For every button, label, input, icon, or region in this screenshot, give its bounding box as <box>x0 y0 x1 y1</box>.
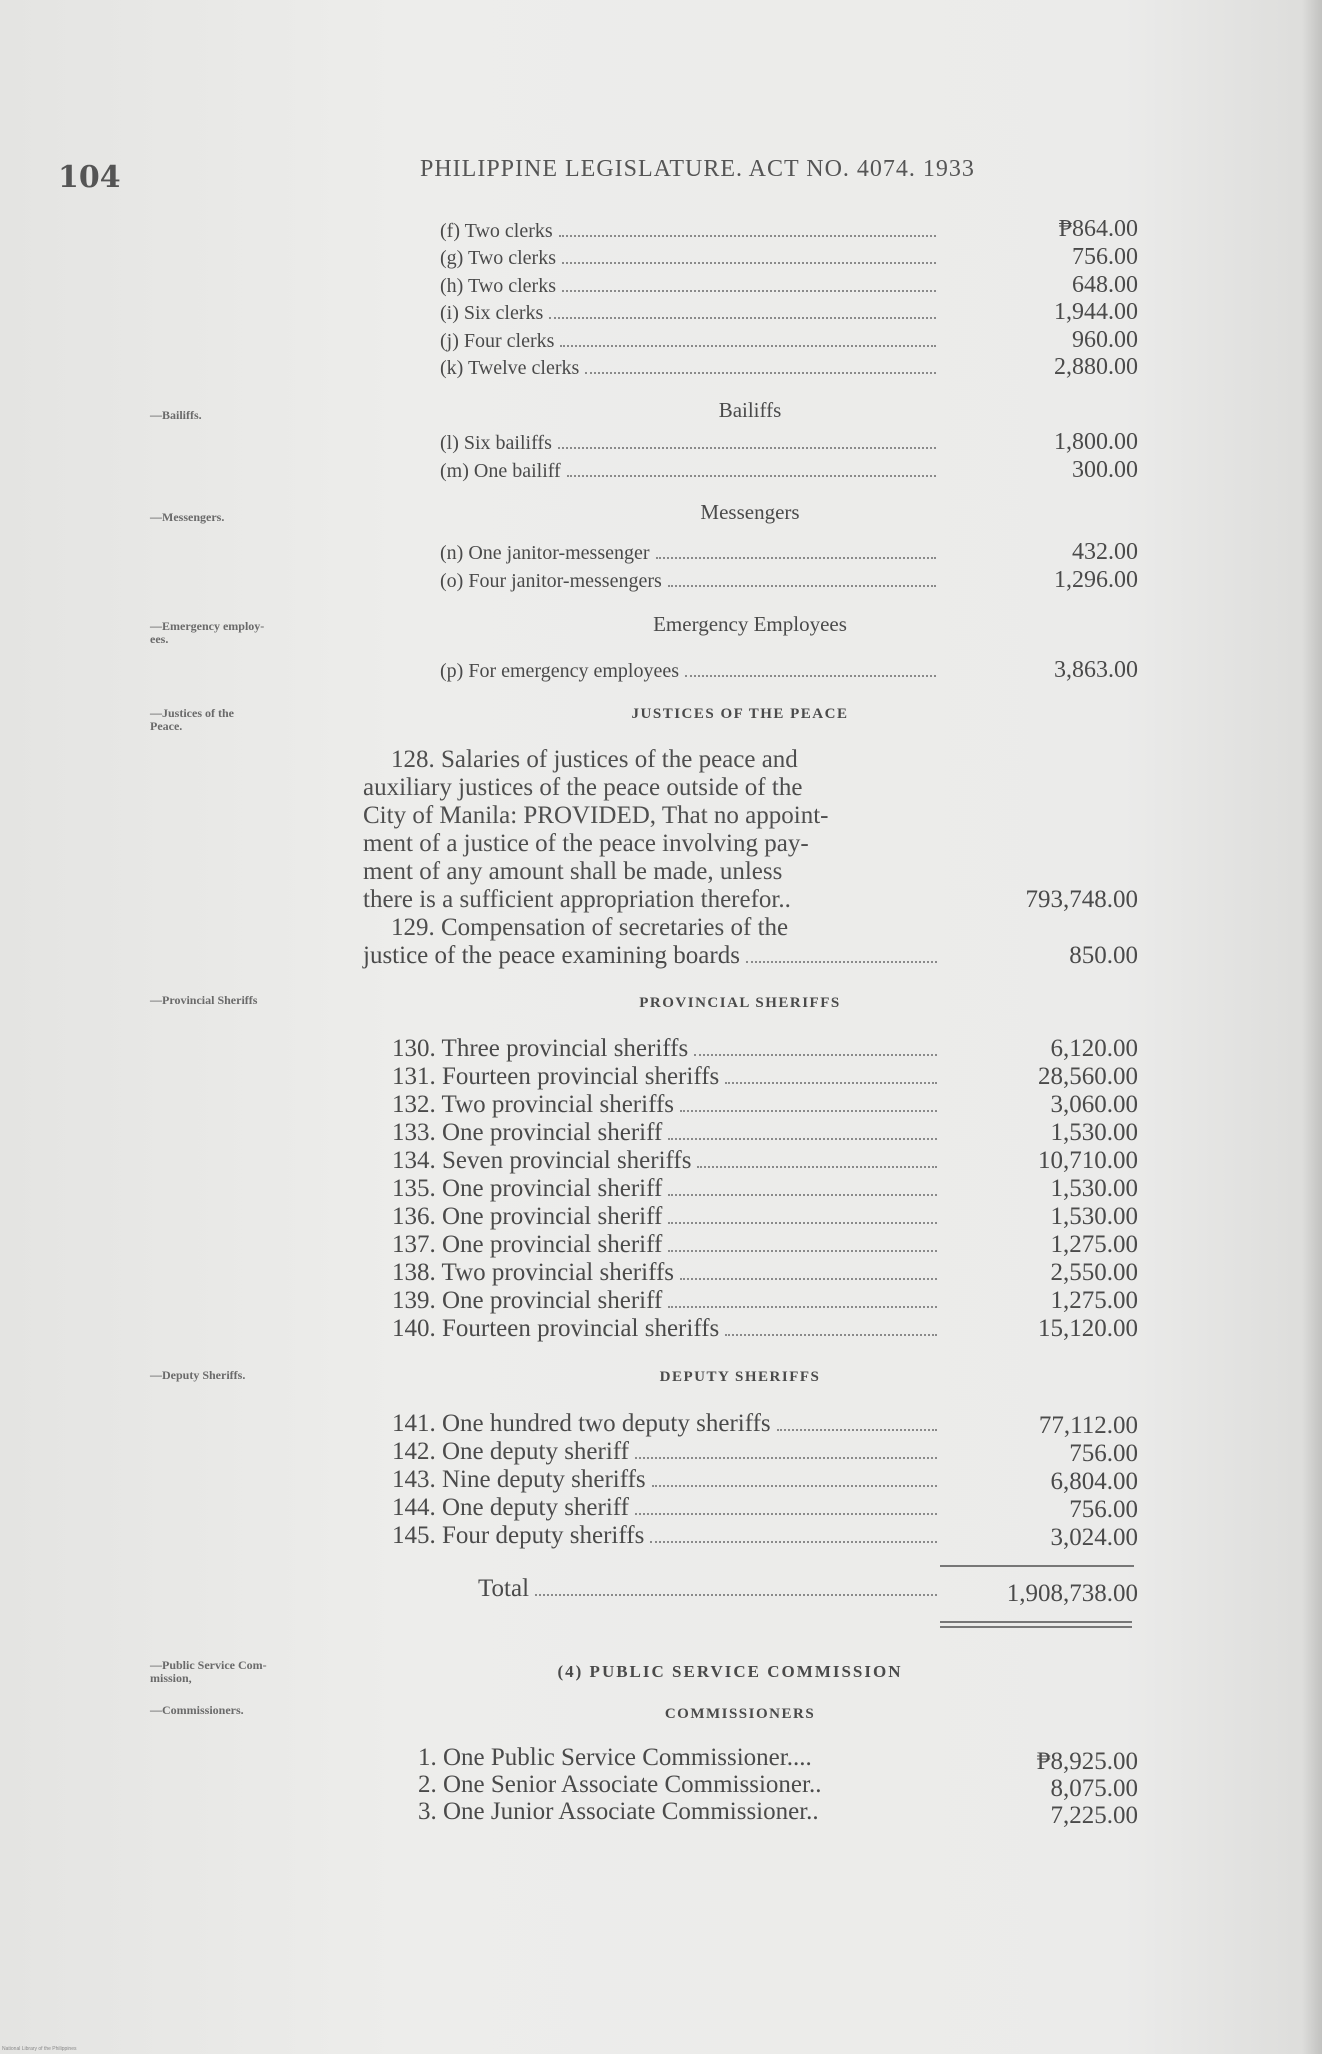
amount: 1,530.00 <box>1050 1175 1138 1202</box>
paragraph-128: 128. Salaries of justices of the peace and auxiliary justices of the peace outside of the City of Manila: PROVIDED, That no appoint- ment of a justice of the peace involving pay- ment of any amount shall be made, unless there is a sufficient appropriation therefor.. <box>363 746 829 913</box>
list-item: 135. One provincial sheriff <box>392 1175 943 1203</box>
list-item: 144. One deputy sheriff <box>392 1494 943 1522</box>
list-item: (f) Two clerks <box>440 220 942 243</box>
page-edge-shadow <box>1302 0 1322 2054</box>
double-rule-bottom <box>940 1626 1132 1628</box>
list-item: 141. One hundred two deputy sheriffs <box>392 1410 943 1438</box>
list-item: (h) Two clerks <box>440 275 942 298</box>
amount: 850.00 <box>1069 942 1138 969</box>
list-item: 2. One Senior Associate Commissioner.. <box>418 1771 822 1798</box>
list-item: 132. Two provincial sheriffs <box>392 1091 943 1119</box>
amount: 3,863.00 <box>1054 657 1138 683</box>
amount: 756.00 <box>1069 1496 1138 1523</box>
amount: 960.00 <box>1072 327 1138 353</box>
list-item: (k) Twelve clerks <box>440 357 942 380</box>
amount: 3,024.00 <box>1050 1524 1138 1551</box>
scan-credit: National Library of the Philippines <box>2 2046 77 2052</box>
section-heading-justices: JUSTICES OF THE PEACE <box>631 706 849 722</box>
total-row: Total <box>478 1575 943 1603</box>
margin-note-messengers: —Messengers. <box>150 510 225 524</box>
list-item: (i) Six clerks <box>440 302 942 325</box>
amount: ₱864.00 <box>1058 216 1138 242</box>
list-item: 134. Seven provincial sheriffs <box>392 1147 943 1175</box>
amount: 756.00 <box>1072 244 1138 270</box>
margin-note-commissioners: —Commissioners. <box>150 1703 244 1717</box>
list-item: 143. Nine deputy sheriffs <box>392 1466 943 1494</box>
amount: 300.00 <box>1072 457 1138 483</box>
page-number: 104 <box>58 160 121 195</box>
section-heading-emergency: Emergency Employees <box>653 612 847 636</box>
amount: 1,530.00 <box>1050 1203 1138 1230</box>
amount: 1,275.00 <box>1050 1287 1138 1314</box>
amount: 7,225.00 <box>1050 1802 1138 1829</box>
amount: 77,112.00 <box>1038 1412 1138 1439</box>
amount: ₱8,925.00 <box>1036 1748 1138 1775</box>
sum-rule <box>940 1565 1134 1567</box>
amount: 1,296.00 <box>1054 567 1138 593</box>
section-heading-messengers: Messengers <box>700 500 800 524</box>
amount: 1,530.00 <box>1050 1119 1138 1146</box>
margin-note-bailiffs: —Bailiffs. <box>150 408 202 422</box>
amount: 2,880.00 <box>1054 354 1138 380</box>
list-item: 131. Fourteen provincial sheriffs <box>392 1063 943 1091</box>
list-item: 140. Fourteen provincial sheriffs <box>392 1315 943 1343</box>
list-item: 137. One provincial sheriff <box>392 1231 943 1259</box>
amount: 1,944.00 <box>1054 299 1138 325</box>
paragraph-129: 129. Compensation of secretaries of the <box>391 914 789 941</box>
section-heading-deputy: DEPUTY SHERIFFS <box>659 1369 821 1385</box>
margin-note-provincial: —Provincial Sheriffs <box>150 993 258 1007</box>
amount: 648.00 <box>1072 272 1138 298</box>
list-item: (m) One bailiff <box>440 460 942 483</box>
amount: 1,275.00 <box>1050 1231 1138 1258</box>
amount: 756.00 <box>1069 1440 1138 1467</box>
margin-note-emergency: —Emergency employ- ees. <box>150 619 265 646</box>
amount: 793,748.00 <box>1025 886 1138 913</box>
list-item: (l) Six bailiffs <box>440 432 942 455</box>
list-item: 139. One provincial sheriff <box>392 1287 943 1315</box>
total-amount: 1,908,738.00 <box>1006 1580 1138 1607</box>
amount: 6,804.00 <box>1050 1468 1138 1495</box>
list-item: 136. One provincial sheriff <box>392 1203 943 1231</box>
margin-note-justices: —Justices of the Peace. <box>150 706 234 733</box>
section-heading-bailiffs: Bailiffs <box>718 398 782 422</box>
section-heading-psc: (4) PUBLIC SERVICE COMMISSION <box>557 1662 903 1681</box>
amount: 432.00 <box>1072 539 1138 565</box>
amount: 1,800.00 <box>1054 429 1138 455</box>
list-item: (n) One janitor-messenger <box>440 542 942 565</box>
list-item: (p) For emergency employees <box>440 660 942 683</box>
list-item: 1. One Public Service Commissioner.... <box>418 1744 812 1771</box>
amount: 10,710.00 <box>1038 1147 1138 1174</box>
amount: 6,120.00 <box>1050 1035 1138 1062</box>
amount: 3,060.00 <box>1050 1091 1138 1118</box>
amount: 28,560.00 <box>1038 1063 1138 1090</box>
margin-note-psc: —Public Service Com- mission, <box>150 1658 267 1685</box>
double-rule-top <box>940 1621 1132 1623</box>
running-title: PHILIPPINE LEGISLATURE. ACT NO. 4074. 1933 <box>420 156 975 182</box>
margin-note-deputy: —Deputy Sheriffs. <box>150 1368 246 1382</box>
list-item: 145. Four deputy sheriffs <box>392 1522 943 1550</box>
list-item: (o) Four janitor-messengers <box>440 570 942 593</box>
section-heading-provincial: PROVINCIAL SHERIFFS <box>639 995 841 1011</box>
list-item: (g) Two clerks <box>440 247 942 270</box>
list-item: 138. Two provincial sheriffs <box>392 1259 943 1287</box>
list-item: 3. One Junior Associate Commissioner.. <box>418 1798 819 1825</box>
amount: 8,075.00 <box>1050 1775 1138 1802</box>
list-item: 133. One provincial sheriff <box>392 1119 943 1147</box>
section-heading-commissioners: COMMISSIONERS <box>664 1706 816 1722</box>
list-item: (j) Four clerks <box>440 330 942 353</box>
list-item: 130. Three provincial sheriffs <box>392 1035 943 1063</box>
amount: 15,120.00 <box>1038 1315 1138 1342</box>
list-item: justice of the peace examining boards <box>363 942 943 970</box>
amount: 2,550.00 <box>1050 1259 1138 1286</box>
list-item: 142. One deputy sheriff <box>392 1438 943 1466</box>
